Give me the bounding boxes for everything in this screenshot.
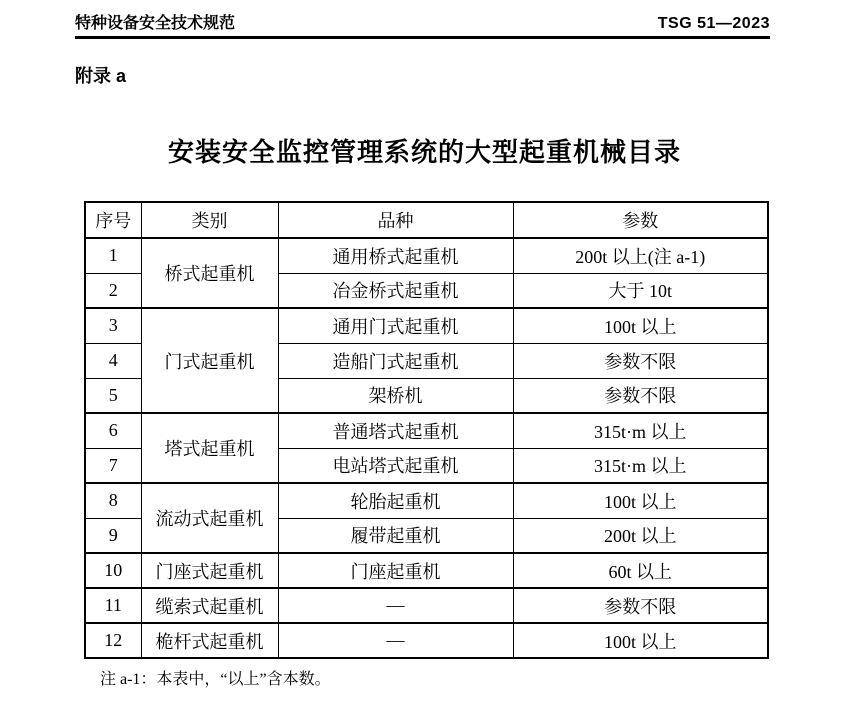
cell-no: 8 <box>85 483 141 518</box>
cell-parameter: 60t 以上 <box>513 553 768 588</box>
cell-category: 流动式起重机 <box>141 483 278 553</box>
table-row <box>85 413 768 448</box>
cell-variety: 架桥机 <box>278 378 513 413</box>
cell-parameter: 100t 以上 <box>513 623 768 658</box>
cell-no: 9 <box>85 518 141 553</box>
cell-variety: 通用桥式起重机 <box>278 238 513 273</box>
col-header-parameter: 参数 <box>513 202 768 238</box>
cell-no: 3 <box>85 308 141 343</box>
cell-parameter: 100t 以上 <box>513 483 768 518</box>
cell-parameter: 参数不限 <box>513 588 768 623</box>
table-row <box>85 308 768 343</box>
cell-variety: — <box>278 588 513 623</box>
footnote: 注 a-1：本表中，“以上”含本数。 <box>100 671 331 688</box>
cell-parameter: 参数不限 <box>513 343 768 378</box>
cell-no: 5 <box>85 378 141 413</box>
cell-variety: 轮胎起重机 <box>278 483 513 518</box>
table-row <box>85 588 768 623</box>
appendix-label: 附录 a <box>75 66 127 86</box>
cell-parameter: 大于 10t <box>513 273 768 308</box>
cell-variety: 造船门式起重机 <box>278 343 513 378</box>
cell-variety: 门座起重机 <box>278 553 513 588</box>
cell-parameter: 200t 以上 <box>513 518 768 553</box>
cell-no: 1 <box>85 238 141 273</box>
table-row <box>85 553 768 588</box>
cell-category: 塔式起重机 <box>141 413 278 483</box>
running-header-right: TSG 51—2023 <box>657 15 770 32</box>
cell-category: 门座式起重机 <box>141 553 278 588</box>
cell-no: 11 <box>85 588 141 623</box>
table-header-row <box>85 202 768 238</box>
crane-catalog-table <box>84 201 769 659</box>
cell-no: 12 <box>85 623 141 658</box>
cell-category: 门式起重机 <box>141 308 278 413</box>
col-header-variety: 品种 <box>278 202 513 238</box>
cell-variety: — <box>278 623 513 658</box>
col-header-no: 序号 <box>85 202 141 238</box>
cell-no: 4 <box>85 343 141 378</box>
cell-no: 10 <box>85 553 141 588</box>
header-rule <box>75 36 770 39</box>
running-header-left: 特种设备安全技术规范 <box>75 15 236 32</box>
cell-parameter: 参数不限 <box>513 378 768 413</box>
cell-parameter: 315t·m 以上 <box>513 413 768 448</box>
cell-category: 桥式起重机 <box>141 238 278 308</box>
cell-parameter: 100t 以上 <box>513 308 768 343</box>
cell-variety: 电站塔式起重机 <box>278 448 513 483</box>
running-header <box>75 10 770 33</box>
cell-no: 6 <box>85 413 141 448</box>
cell-no: 7 <box>85 448 141 483</box>
cell-parameter: 200t 以上(注 a-1) <box>513 238 768 273</box>
cell-variety: 冶金桥式起重机 <box>278 273 513 308</box>
cell-category: 缆索式起重机 <box>141 588 278 623</box>
cell-category: 桅杆式起重机 <box>141 623 278 658</box>
table-row <box>85 483 768 518</box>
table-row <box>85 623 768 658</box>
cell-variety: 履带起重机 <box>278 518 513 553</box>
cell-parameter: 315t·m 以上 <box>513 448 768 483</box>
col-header-category: 类别 <box>141 202 278 238</box>
table-row <box>85 238 768 273</box>
page-title: 安装安全监控管理系统的大型起重机械目录 <box>167 137 681 167</box>
cell-no: 2 <box>85 273 141 308</box>
cell-variety: 通用门式起重机 <box>278 308 513 343</box>
cell-variety: 普通塔式起重机 <box>278 413 513 448</box>
